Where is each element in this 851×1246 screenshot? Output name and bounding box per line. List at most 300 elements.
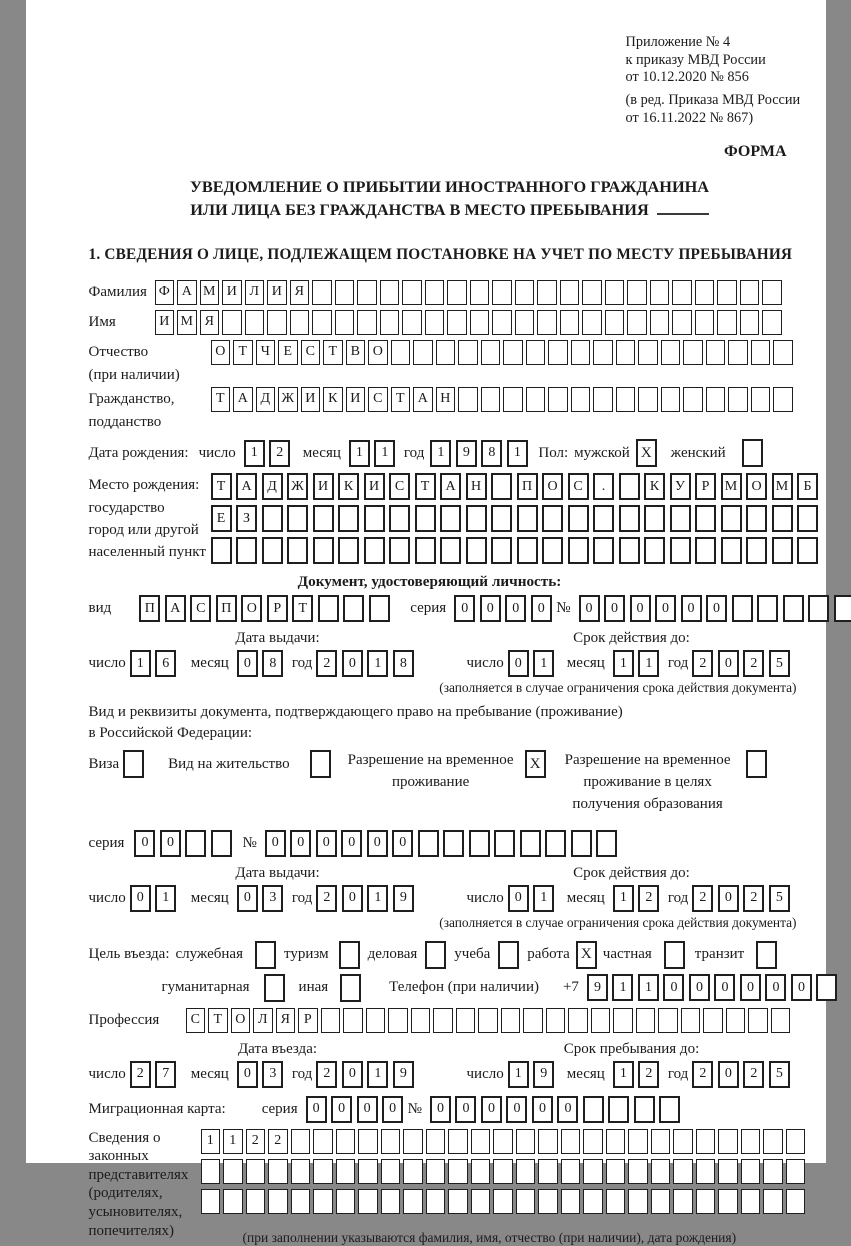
char-box[interactable] [548,340,568,365]
purpose-study-checkbox[interactable] [498,941,519,969]
char-box[interactable] [211,830,232,857]
char-box[interactable] [466,537,487,564]
char-box[interactable]: Я [276,1008,296,1033]
char-box[interactable] [335,310,355,335]
char-box[interactable]: 0 [342,650,363,677]
char-box[interactable]: И [346,387,366,412]
char-box[interactable] [797,537,818,564]
char-box[interactable]: 0 [430,1096,451,1123]
char-box[interactable]: 0 [718,650,739,677]
char-box[interactable] [619,537,640,564]
char-box[interactable] [608,1096,629,1123]
char-box[interactable]: П [139,595,160,622]
char-box[interactable] [447,280,467,305]
char-box[interactable] [246,1189,266,1214]
char-box[interactable] [834,595,851,622]
char-box[interactable]: 9 [456,440,477,467]
char-box[interactable] [627,280,647,305]
char-box[interactable]: 1 [613,1061,634,1088]
char-box[interactable]: С [568,473,589,500]
char-box[interactable] [313,537,334,564]
purpose-other-checkbox[interactable] [340,974,361,1002]
purpose-official-checkbox[interactable] [255,941,276,969]
char-box[interactable]: 0 [481,1096,502,1123]
char-box[interactable]: Т [391,387,411,412]
char-box[interactable] [366,1008,386,1033]
char-box[interactable] [443,830,464,857]
char-box[interactable]: М [772,473,793,500]
char-box[interactable] [616,387,636,412]
char-box[interactable] [426,1159,446,1184]
char-box[interactable] [606,1129,626,1154]
char-box[interactable] [291,1159,311,1184]
char-box[interactable] [369,595,390,622]
char-box[interactable] [560,280,580,305]
char-box[interactable]: 5 [769,650,790,677]
char-box[interactable]: 0 [455,1096,476,1123]
char-box[interactable] [433,1008,453,1033]
char-box[interactable] [287,537,308,564]
char-box[interactable] [695,310,715,335]
char-box[interactable] [571,387,591,412]
char-box[interactable] [494,830,515,857]
char-box[interactable] [503,387,523,412]
char-box[interactable] [501,1008,521,1033]
purpose-private-checkbox[interactable] [664,941,685,969]
char-box[interactable]: С [301,340,321,365]
temp-permit-checkbox[interactable]: X [525,750,546,778]
char-box[interactable] [290,310,310,335]
char-box[interactable] [583,1129,603,1154]
char-box[interactable] [357,280,377,305]
char-box[interactable]: 8 [393,650,414,677]
char-box[interactable]: А [236,473,257,500]
char-box[interactable] [492,310,512,335]
char-box[interactable] [542,537,563,564]
char-box[interactable]: 0 [718,1061,739,1088]
char-box[interactable]: Я [200,310,220,335]
char-box[interactable] [538,1129,558,1154]
char-box[interactable] [718,1189,738,1214]
char-box[interactable] [364,505,385,532]
char-box[interactable]: Н [436,387,456,412]
char-box[interactable] [291,1189,311,1214]
char-box[interactable] [313,505,334,532]
char-box[interactable] [658,1008,678,1033]
char-box[interactable]: З [236,505,257,532]
char-box[interactable] [426,1129,446,1154]
char-box[interactable] [458,387,478,412]
char-box[interactable]: 0 [265,830,286,857]
char-box[interactable] [583,1189,603,1214]
char-box[interactable] [644,505,665,532]
char-box[interactable]: Т [208,1008,228,1033]
char-box[interactable]: 2 [743,650,764,677]
char-box[interactable] [619,505,640,532]
char-box[interactable] [312,280,332,305]
char-box[interactable]: М [177,310,197,335]
char-box[interactable] [413,340,433,365]
char-box[interactable]: 0 [367,830,388,857]
char-box[interactable]: 0 [342,885,363,912]
char-box[interactable] [582,280,602,305]
char-box[interactable] [516,1159,536,1184]
char-box[interactable] [336,1159,356,1184]
char-box[interactable] [403,1129,423,1154]
char-box[interactable] [706,387,726,412]
char-box[interactable]: М [721,473,742,500]
char-box[interactable]: И [222,280,242,305]
char-box[interactable] [786,1129,806,1154]
char-box[interactable]: 1 [244,440,265,467]
char-box[interactable]: 9 [393,885,414,912]
char-box[interactable] [357,310,377,335]
char-box[interactable] [426,1189,446,1214]
purpose-tourism-checkbox[interactable] [339,941,360,969]
char-box[interactable]: 1 [374,440,395,467]
char-box[interactable]: 0 [689,974,710,1001]
char-box[interactable] [516,1189,536,1214]
char-box[interactable]: 2 [316,885,337,912]
char-box[interactable]: 2 [316,650,337,677]
char-box[interactable]: Ж [278,387,298,412]
char-box[interactable] [772,505,793,532]
char-box[interactable] [338,505,359,532]
char-box[interactable]: Р [695,473,716,500]
char-box[interactable] [313,1189,333,1214]
char-box[interactable]: Т [211,473,232,500]
char-box[interactable] [448,1129,468,1154]
char-box[interactable]: 0 [579,595,600,622]
char-box[interactable] [786,1159,806,1184]
char-box[interactable] [526,387,546,412]
char-box[interactable]: 0 [531,595,552,622]
char-box[interactable]: 1 [533,885,554,912]
char-box[interactable] [481,340,501,365]
char-box[interactable]: 0 [791,974,812,1001]
char-box[interactable]: М [200,280,220,305]
purpose-humanitarian-checkbox[interactable] [264,974,285,1002]
char-box[interactable]: 0 [392,830,413,857]
char-box[interactable]: Ж [287,473,308,500]
char-box[interactable]: 2 [692,885,713,912]
char-box[interactable] [381,1159,401,1184]
char-box[interactable] [593,505,614,532]
char-box[interactable]: 6 [155,650,176,677]
char-box[interactable] [741,1129,761,1154]
char-box[interactable] [538,1189,558,1214]
char-box[interactable] [571,830,592,857]
char-box[interactable]: 1 [367,1061,388,1088]
char-box[interactable] [763,1189,783,1214]
char-box[interactable]: Ф [155,280,175,305]
char-box[interactable]: 2 [268,1129,288,1154]
char-box[interactable] [471,1189,491,1214]
char-box[interactable]: 0 [718,885,739,912]
char-box[interactable] [696,1159,716,1184]
char-box[interactable] [236,537,257,564]
char-box[interactable]: А [177,280,197,305]
char-box[interactable]: И [364,473,385,500]
char-box[interactable]: П [216,595,237,622]
char-box[interactable] [644,537,665,564]
char-box[interactable] [338,537,359,564]
char-box[interactable] [211,537,232,564]
char-box[interactable] [185,830,206,857]
char-box[interactable]: 2 [316,1061,337,1088]
char-box[interactable]: Т [233,340,253,365]
char-box[interactable]: О [231,1008,251,1033]
char-box[interactable]: У [670,473,691,500]
char-box[interactable] [471,1159,491,1184]
char-box[interactable]: А [440,473,461,500]
char-box[interactable] [388,1008,408,1033]
char-box[interactable]: 0 [237,885,258,912]
char-box[interactable]: 1 [533,650,554,677]
char-box[interactable] [695,537,716,564]
char-box[interactable]: 5 [769,1061,790,1088]
char-box[interactable] [358,1129,378,1154]
char-box[interactable] [571,340,591,365]
char-box[interactable] [593,340,613,365]
char-box[interactable] [380,310,400,335]
char-box[interactable] [561,1189,581,1214]
char-box[interactable]: 0 [604,595,625,622]
char-box[interactable] [262,537,283,564]
char-box[interactable]: 1 [638,650,659,677]
char-box[interactable] [447,310,467,335]
char-box[interactable] [763,1159,783,1184]
char-box[interactable] [391,340,411,365]
char-box[interactable] [741,1189,761,1214]
char-box[interactable]: . [593,473,614,500]
char-box[interactable] [523,1008,543,1033]
char-box[interactable]: К [644,473,665,500]
char-box[interactable] [651,1159,671,1184]
char-box[interactable] [336,1129,356,1154]
char-box[interactable] [651,1129,671,1154]
char-box[interactable]: 9 [393,1061,414,1088]
char-box[interactable]: Б [797,473,818,500]
char-box[interactable] [201,1159,221,1184]
char-box[interactable] [582,310,602,335]
char-box[interactable]: 1 [613,885,634,912]
char-box[interactable]: 1 [507,440,528,467]
char-box[interactable]: 2 [246,1129,266,1154]
char-box[interactable] [537,280,557,305]
char-box[interactable] [721,537,742,564]
char-box[interactable] [616,340,636,365]
char-box[interactable]: Л [253,1008,273,1033]
char-box[interactable]: 0 [306,1096,327,1123]
char-box[interactable] [751,340,771,365]
char-box[interactable] [515,280,535,305]
char-box[interactable] [771,1008,791,1033]
char-box[interactable]: 2 [743,1061,764,1088]
char-box[interactable]: Я [290,280,310,305]
char-box[interactable] [583,1159,603,1184]
char-box[interactable] [262,505,283,532]
char-box[interactable]: 1 [612,974,633,1001]
char-box[interactable]: 0 [506,1096,527,1123]
char-box[interactable]: 0 [681,595,702,622]
char-box[interactable] [568,505,589,532]
char-box[interactable] [481,387,501,412]
char-box[interactable] [448,1189,468,1214]
char-box[interactable] [381,1129,401,1154]
char-box[interactable]: Е [278,340,298,365]
char-box[interactable] [403,1159,423,1184]
char-box[interactable]: К [338,473,359,500]
char-box[interactable] [748,1008,768,1033]
char-box[interactable] [312,310,332,335]
char-box[interactable] [673,1159,693,1184]
char-box[interactable] [440,537,461,564]
char-box[interactable] [696,1129,716,1154]
char-box[interactable] [746,537,767,564]
char-box[interactable] [568,537,589,564]
char-box[interactable]: Е [211,505,232,532]
char-box[interactable]: 0 [655,595,676,622]
char-box[interactable]: 0 [342,1061,363,1088]
char-box[interactable] [773,340,793,365]
char-box[interactable]: 1 [155,885,176,912]
char-box[interactable] [619,473,640,500]
char-box[interactable] [411,1008,431,1033]
char-box[interactable]: 1 [349,440,370,467]
char-box[interactable]: 1 [223,1129,243,1154]
char-box[interactable]: 9 [587,974,608,1001]
char-box[interactable] [313,1159,333,1184]
char-box[interactable] [706,340,726,365]
char-box[interactable] [389,537,410,564]
char-box[interactable]: Т [415,473,436,500]
char-box[interactable] [762,310,782,335]
char-box[interactable]: 1 [613,650,634,677]
char-box[interactable]: 5 [769,885,790,912]
char-box[interactable]: 0 [765,974,786,1001]
char-box[interactable] [636,1008,656,1033]
char-box[interactable]: 0 [357,1096,378,1123]
char-box[interactable] [703,1008,723,1033]
char-box[interactable] [403,1189,423,1214]
char-box[interactable]: С [389,473,410,500]
char-box[interactable] [520,830,541,857]
char-box[interactable]: 2 [692,1061,713,1088]
char-box[interactable] [517,505,538,532]
char-box[interactable]: 0 [480,595,501,622]
char-box[interactable]: 1 [638,974,659,1001]
char-box[interactable] [561,1159,581,1184]
char-box[interactable] [695,505,716,532]
char-box[interactable]: 3 [262,1061,283,1088]
char-box[interactable]: 1 [430,440,451,467]
char-box[interactable]: 8 [481,440,502,467]
char-box[interactable]: Л [245,280,265,305]
char-box[interactable] [786,1189,806,1214]
char-box[interactable] [458,340,478,365]
char-box[interactable] [313,1129,333,1154]
char-box[interactable] [291,1129,311,1154]
male-checkbox[interactable]: X [636,439,657,467]
char-box[interactable] [628,1189,648,1214]
char-box[interactable]: Р [298,1008,318,1033]
char-box[interactable] [740,280,760,305]
char-box[interactable] [364,537,385,564]
char-box[interactable]: 2 [743,885,764,912]
char-box[interactable] [673,1129,693,1154]
char-box[interactable]: 0 [663,974,684,1001]
char-box[interactable] [503,340,523,365]
char-box[interactable] [613,1008,633,1033]
char-box[interactable] [561,1129,581,1154]
char-box[interactable] [336,1189,356,1214]
char-box[interactable]: 2 [269,440,290,467]
char-box[interactable]: С [186,1008,206,1033]
char-box[interactable]: 0 [237,1061,258,1088]
char-box[interactable] [606,1159,626,1184]
char-box[interactable] [425,280,445,305]
char-box[interactable] [634,1096,655,1123]
char-box[interactable] [816,974,837,1001]
char-box[interactable]: 0 [316,830,337,857]
char-box[interactable]: 0 [237,650,258,677]
char-box[interactable] [670,505,691,532]
char-box[interactable] [605,310,625,335]
char-box[interactable] [436,340,456,365]
char-box[interactable]: С [368,387,388,412]
char-box[interactable] [470,310,490,335]
char-box[interactable] [358,1189,378,1214]
char-box[interactable]: К [323,387,343,412]
char-box[interactable]: 0 [740,974,761,1001]
char-box[interactable] [596,830,617,857]
char-box[interactable] [418,830,439,857]
char-box[interactable] [222,310,242,335]
char-box[interactable] [638,340,658,365]
char-box[interactable]: О [241,595,262,622]
char-box[interactable] [728,340,748,365]
char-box[interactable] [773,387,793,412]
char-box[interactable] [343,1008,363,1033]
char-box[interactable] [491,473,512,500]
char-box[interactable] [471,1129,491,1154]
char-box[interactable] [268,1189,288,1214]
char-box[interactable] [757,595,778,622]
char-box[interactable] [606,1189,626,1214]
char-box[interactable] [542,505,563,532]
char-box[interactable]: 8 [262,650,283,677]
char-box[interactable] [515,310,535,335]
char-box[interactable] [661,387,681,412]
char-box[interactable]: 0 [557,1096,578,1123]
char-box[interactable]: 0 [508,650,529,677]
char-box[interactable] [440,505,461,532]
char-box[interactable] [469,830,490,857]
char-box[interactable] [696,1189,716,1214]
char-box[interactable] [695,280,715,305]
char-box[interactable] [751,387,771,412]
char-box[interactable]: 1 [367,885,388,912]
edu-permit-checkbox[interactable] [746,750,767,778]
char-box[interactable] [493,1189,513,1214]
char-box[interactable]: Т [211,387,231,412]
char-box[interactable]: Д [256,387,276,412]
char-box[interactable] [381,1189,401,1214]
char-box[interactable]: 1 [130,650,151,677]
char-box[interactable] [517,537,538,564]
visa-checkbox[interactable] [123,750,144,778]
